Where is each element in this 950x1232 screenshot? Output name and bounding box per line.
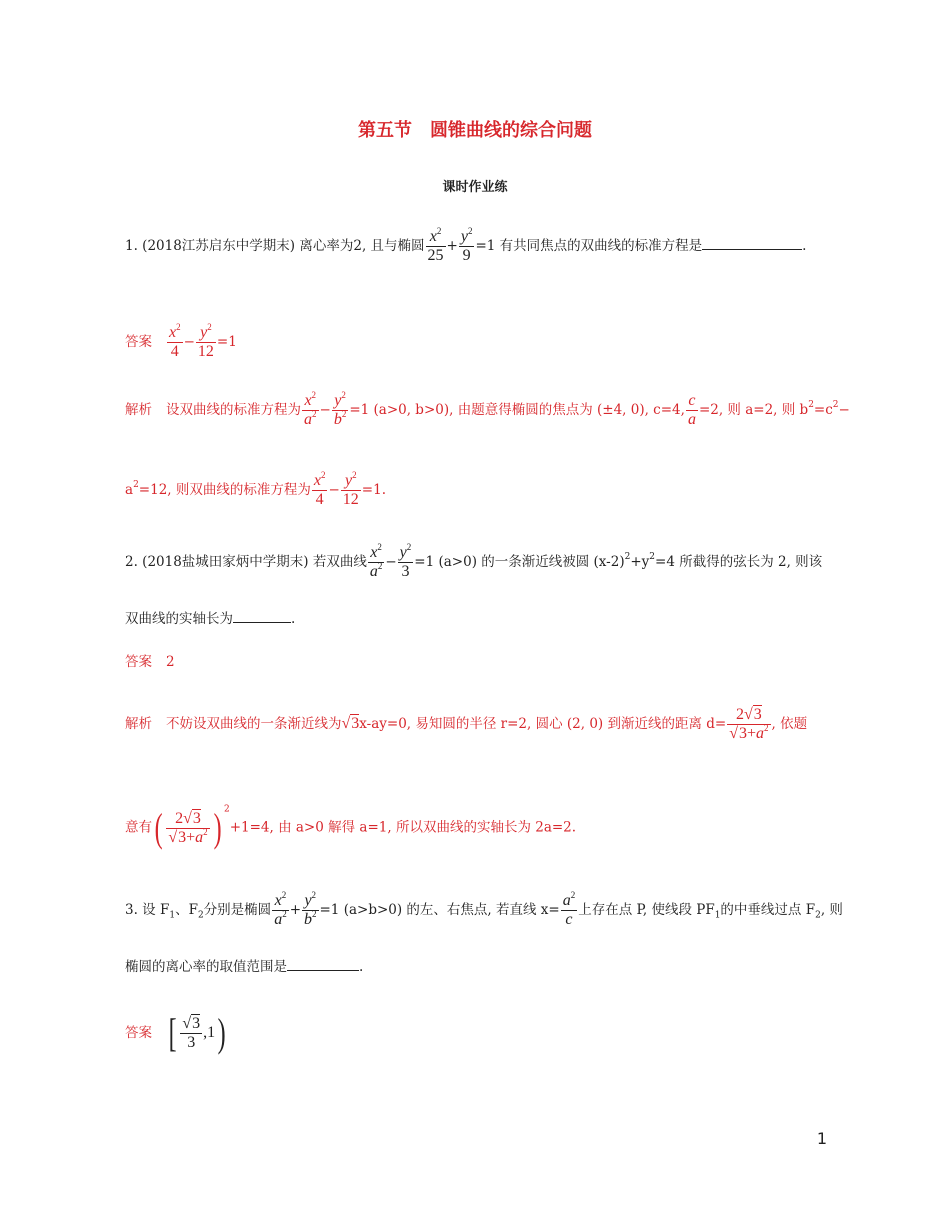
answer-blank — [287, 958, 359, 971]
analysis-1: 解析 设双曲线的标准方程为 $\frac{x^2}{a^2}$ − $\frac{y^2}{b^2}$ =1 (a>0, b>0), 由题意得椭圆的焦点为 (±4, 0), c=4, $\frac{c}{a}$ =2, 则 a=2, 则 $b^2=c^2-$ — [125, 390, 850, 428]
question-1: 1. (2018江苏启东中学期末) 离心率为2, 且与椭圆 $\frac{x^2}{25}$ + $\frac{y^2}{9}$ =1 有共同焦点的双曲线的标准方程是 . — [125, 226, 807, 264]
analysis-2: 解析 不妨设双曲线的一条渐近线为√3x-ay=0, 易知圆的半径 r=2, 圆心 (2, 0) 到渐近线的距离 d= $\frac{2√3}{√3+a^2}$ , 依题 — [125, 706, 808, 742]
question-3: 3. 设 $F_1$、$F_2$分别是椭圆 $\frac{x^2}{a^2}$ + $\frac{y^2}{b^2}$ =1 (a>b>0) 的左、右焦点, 若直线 x= $\frac{a^2}{c}$ 上存在点 P, 使线段 $PF_1$的中垂线过点 $F_2$, 则 — [125, 890, 843, 928]
answer-blank — [702, 237, 802, 250]
question-2-cont: 双曲线的实轴长为 . — [125, 611, 296, 627]
page-title: 第五节 圆锥曲线的综合问题 — [358, 120, 592, 141]
question-2: 2. (2018盐城田家炳中学期末) 若双曲线 $\frac{x^2}{a^2}$ − $\frac{y^2}{3}$ =1 (a>0) 的一条渐近线被圆 $(x-2)^2+y^2=4$ 所截得的弦长为 2, 则该 — [125, 542, 823, 580]
analysis-2-cont: 意有( $\frac{2√3}{√3+a^2}$ ) $^2$+1=4, 由 a>0 解得 a=1, 所以双曲线的实轴长为 2a=2. — [125, 804, 577, 850]
fraction: $\frac{y^2}{9}$ — [460, 226, 473, 264]
page-number: 1 — [816, 1129, 827, 1148]
analysis-1-cont: $a^2=12$, 则双曲线的标准方程为 $\frac{x^2}{4}$ − $\frac{y^2}{12}$ =1. — [125, 470, 386, 508]
answer-blank — [233, 610, 291, 623]
question-3-cont: 椭圆的离心率的取值范围是 . — [125, 959, 364, 975]
section-subtitle: 课时作业练 — [442, 180, 508, 195]
answer-3: 答案 [ $\frac{√3}{3}$ ,1) — [125, 1010, 226, 1055]
fraction: $\frac{x^2}{25}$ — [427, 226, 444, 264]
answer-2: 答案 2 — [125, 654, 175, 670]
answer-1: 答案 $\frac{x^2}{4}$ − $\frac{y^2}{12}$ =1 — [125, 322, 237, 360]
